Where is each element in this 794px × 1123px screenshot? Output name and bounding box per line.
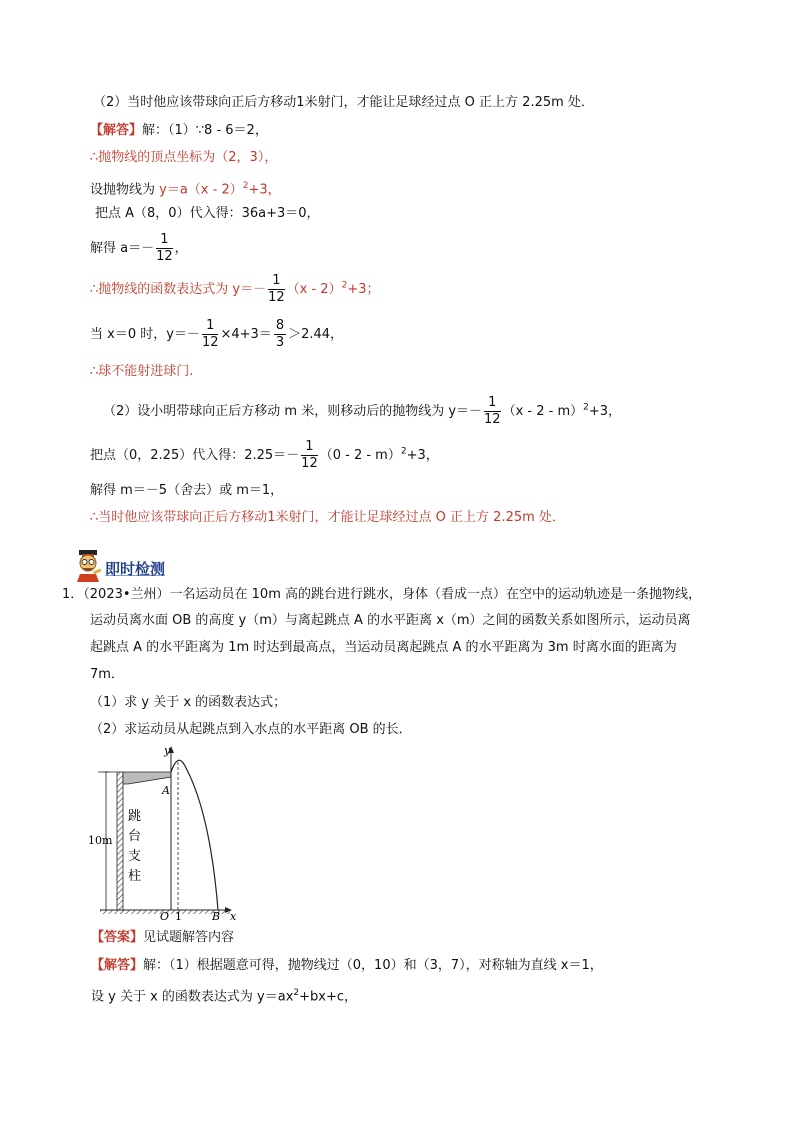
y-axis-label: y xyxy=(164,744,171,757)
solution-line-1 xyxy=(90,121,268,141)
height-label: 10m xyxy=(88,834,113,847)
answer-solution-tag: 【解答】 xyxy=(91,958,144,973)
tick-one-label: 1 xyxy=(175,910,182,922)
subquestion-1: （1）求 y 关于 x 的函数表达式； xyxy=(90,695,287,710)
x-axis-label: x xyxy=(230,910,237,922)
fraction-1-12: $\frac{1}{12}$ xyxy=(268,273,285,305)
pillar-char-1: 跳 xyxy=(128,809,142,824)
point-b-label: B xyxy=(212,910,221,922)
solution-text: 解：（1）∵8 - 6＝2， xyxy=(142,123,268,138)
answer-solution-line-1: 【解答】解：（1）根据题意可得，抛物线过（0，10）和（3，7），对称轴为直线 x＝1， xyxy=(91,958,603,973)
section-header xyxy=(73,548,193,584)
question-line-2: 运动员离水面 OB 的高度 y（m）与离起跳点 A 的水平距离 x（m）之间的函数关系如图所示，运动员离 xyxy=(90,613,691,628)
diving-platform xyxy=(123,772,171,784)
fraction-1-12: $\frac{1}{12}$ xyxy=(201,318,219,350)
platform-pillar xyxy=(117,772,123,910)
subquestion-2: （2）求运动员从起跳点到入水点的水平距离 OB 的长． xyxy=(90,722,412,737)
part2-substitute: 把点（0，2.25）代入得：2.25＝－ $\frac{1}{12}$ （0 - 2 - m）$^2$+3， xyxy=(90,439,439,471)
expression-line: ∴抛物线的函数表达式为 y＝－ $\frac{1}{12}$ （x - 2）$^2$+3； xyxy=(90,273,380,305)
question-line-4: 7m． xyxy=(90,667,124,682)
evaluate-line: 当 x＝0 时，y＝－ $\frac{1}{12}$ ×4+3＝ $\frac{8}{3}$ ＞2.44， xyxy=(90,318,344,350)
fraction-1-12: $\frac{1}{12}$ xyxy=(301,439,318,471)
answer-text: 见试题解答内容 xyxy=(143,930,235,945)
answer-line xyxy=(91,928,234,948)
answer-solution-line-2: 设 y 关于 x 的函数表达式为 $y=ax^2+bx+c$， xyxy=(91,988,358,1005)
pillar-char-2: 台 xyxy=(128,829,142,844)
origin-label: O xyxy=(160,910,170,922)
pillar-char-4: 柱 xyxy=(128,869,142,884)
conclusion-2: ∴当时他应该带球向正后方移动1米射门，才能让足球经过点 O 正上方 2.25m 处． xyxy=(90,510,565,525)
part2-setup: （2）设小明带球向正后方移动 m 米，则移动后的抛物线为 y＝－ $\frac{1}{12}$ （x - 2 - m）$^2$+3， xyxy=(103,395,622,427)
conclusion-1: ∴球不能射进球门. xyxy=(90,364,194,379)
parabola-form: y＝a（x - 2） xyxy=(159,182,243,198)
vertex-line: ∴抛物线的顶点坐标为（2，3）， xyxy=(90,150,278,165)
question-line-1: 1．（2023•兰州）一名运动员在 10m 高的跳台进行跳水，身体（看成一点）在空中的运动轨迹是一条抛物线， xyxy=(62,587,701,602)
solve-a-line: 解得 a＝－ $\frac{1}{12}$ ， xyxy=(90,232,188,264)
substitute-line: 把点 A（8，0）代入得：36a+3＝0， xyxy=(95,206,320,221)
assume-line: 设抛物线为 y＝a（x - 2）$^2$+3， xyxy=(90,181,281,198)
fraction-1-12: $\frac{1}{12}$ xyxy=(156,232,173,264)
answer-tag: 【答案】 xyxy=(91,930,144,945)
pillar-char-3: 支 xyxy=(128,849,142,864)
section-title: 即时检测 xyxy=(105,560,166,578)
part2-statement: （2）当时他应该带球向正后方移动1米射门，才能让足球经过点 O 正上方 2.25m 处． xyxy=(93,95,594,110)
point-a-label: A xyxy=(162,784,170,797)
question-line-3: 起跳点 A 的水平距离为 1m 时达到最高点，当运动员离起跳点 A 的水平距离为 3m 时离水面的距离为 xyxy=(90,640,677,655)
diving-figure xyxy=(88,742,248,922)
fraction-8-3: $\frac{8}{3}$ xyxy=(275,318,285,350)
solution-tag: 【解答】 xyxy=(90,123,143,138)
fraction-1-12: $\frac{1}{12}$ xyxy=(484,395,501,427)
professor-mascot-icon xyxy=(73,548,103,582)
part2-solve: 解得 m＝－5（舍去）或 m＝1， xyxy=(90,483,284,498)
